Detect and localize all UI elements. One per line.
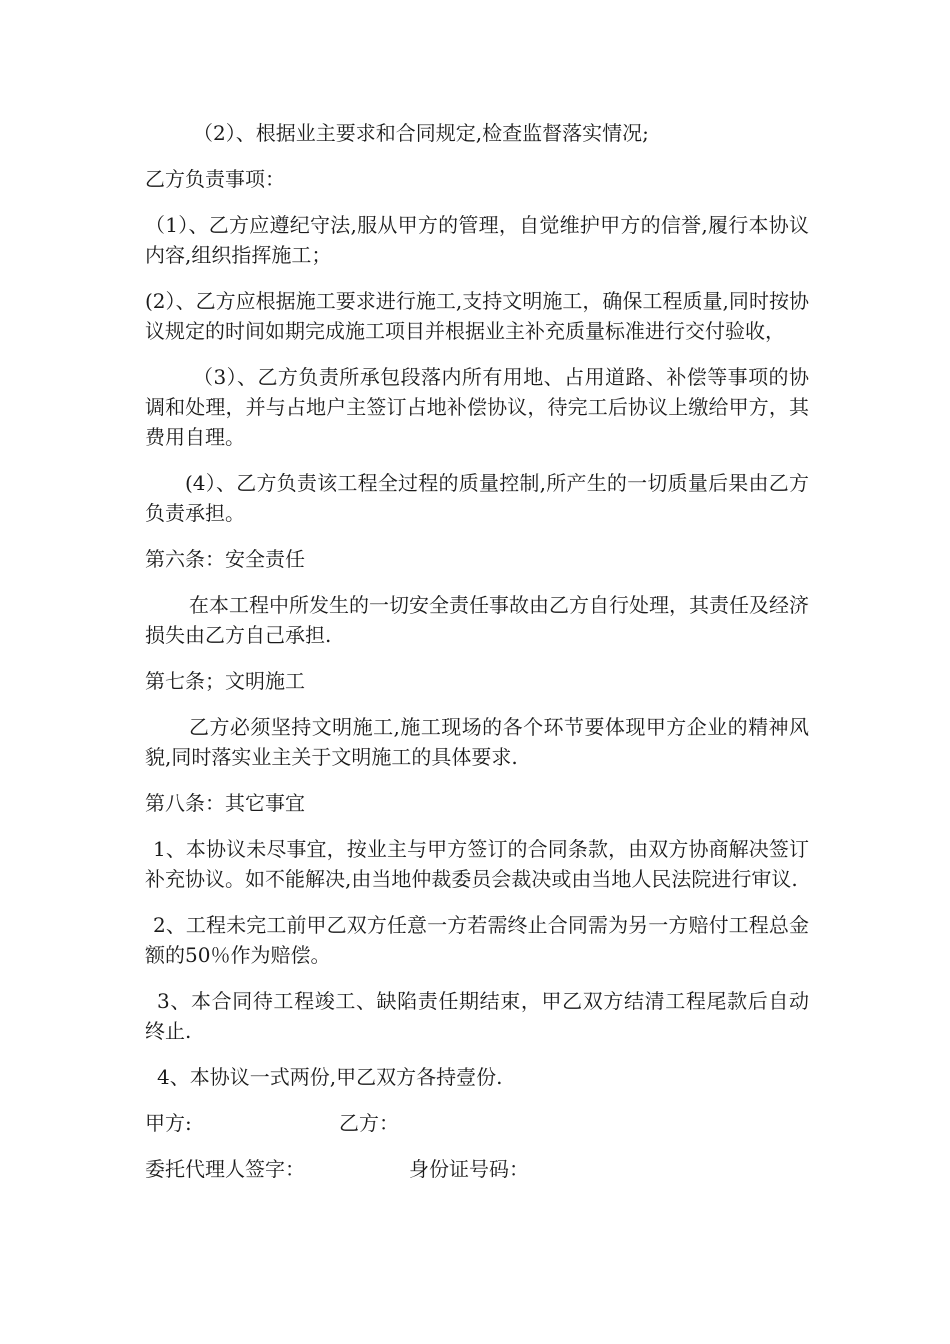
party-b-label: 乙方： bbox=[339, 1111, 399, 1135]
paragraph-8-4: 4、本协议一式两份,甲乙双方各持壹份. bbox=[157, 1065, 503, 1089]
heading-article-6: 第六条：安全责任 bbox=[145, 547, 305, 571]
paragraph-8-3: 3、本合同待工程竣工、缺陷责任期结束，甲乙双方结清工程尾款后自动终止. bbox=[145, 989, 809, 1043]
paragraph-supervise: （2）、根据业主要求和合同规定,检查监督落实情况; bbox=[193, 121, 649, 145]
signature-row-parties bbox=[145, 1108, 809, 1138]
paragraph-b-3: （3）、乙方负责所承包段落内所有用地、占用道路、补偿等事项的协调和处理，并与占地户主签订占地补偿协议，待完工后协议上缴给甲方，其费用自理。 bbox=[145, 365, 809, 449]
paragraph-8-2: 2、工程未完工前甲乙双方任意一方若需终止合同需为另一方赔付工程总金额的50％作为赔偿。 bbox=[145, 913, 809, 967]
heading-party-b-duties: 乙方负责事项： bbox=[145, 167, 285, 191]
paragraph-b-4: (4）、乙方负责该工程全过程的质量控制,所产生的一切质量后果由乙方负责承担。 bbox=[145, 471, 809, 525]
paragraph-article-6: 在本工程中所发生的一切安全责任事故由乙方自行处理，其责任及经济损失由乙方自己承担. bbox=[145, 593, 809, 647]
signature-row-agent bbox=[145, 1154, 809, 1184]
document-page bbox=[145, 118, 809, 1200]
paragraph-8-1: 1、本协议未尽事宜，按业主与甲方签订的合同条款，由双方协商解决签订补充协议。如不能解决,由当地仲裁委员会裁决或由当地人民法院进行审议. bbox=[145, 837, 809, 891]
party-a-label: 甲方: bbox=[145, 1111, 192, 1135]
heading-article-7: 第七条；文明施工 bbox=[145, 669, 305, 693]
paragraph-article-7: 乙方必须坚持文明施工,施工现场的各个环节要体现甲方企业的精神风貌,同时落实业主关于文明施工的具体要求. bbox=[145, 715, 809, 769]
heading-article-8: 第八条：其它事宜 bbox=[145, 791, 305, 815]
id-number-label: 身份证号码： bbox=[409, 1157, 529, 1181]
agent-sign-label: 委托代理人签字： bbox=[145, 1157, 305, 1181]
paragraph-b-1: （1）、乙方应遵纪守法,服从甲方的管理，自觉维护甲方的信誉,履行本协议内容,组织指挥施工； bbox=[145, 213, 809, 267]
paragraph-b-2: (2）、乙方应根据施工要求进行施工,支持文明施工，确保工程质量,同时按协议规定的时间如期完成施工项目并根据业主补充质量标准进行交付验收， bbox=[145, 289, 809, 343]
